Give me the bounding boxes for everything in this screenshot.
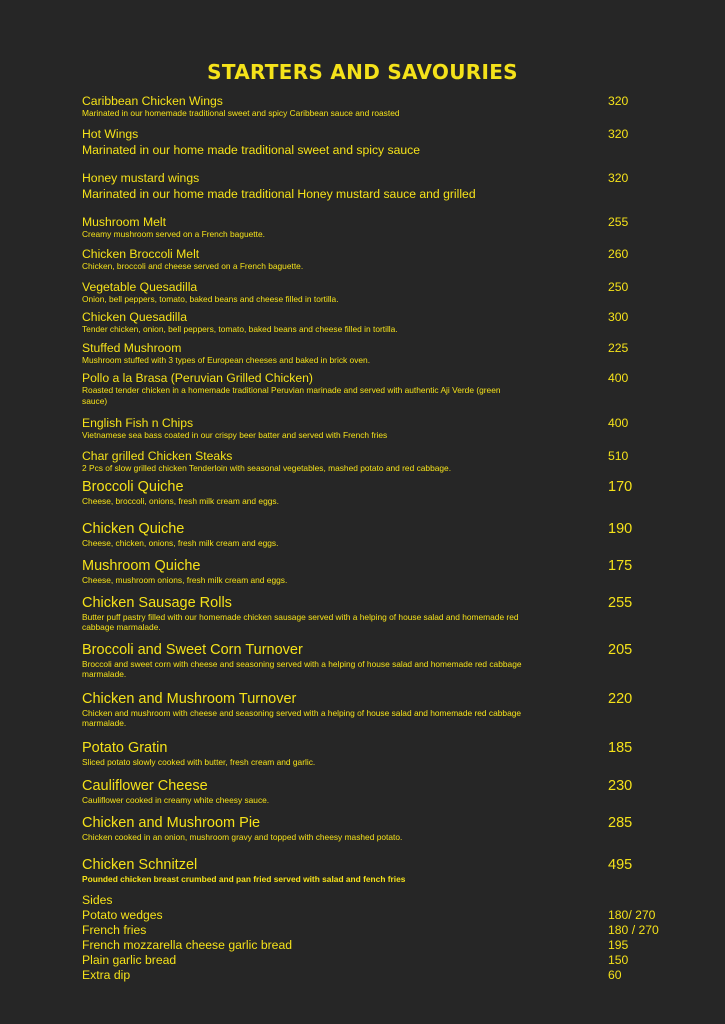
item-name: Stuffed Mushroom [82, 341, 182, 355]
item-name: Potato Gratin [82, 740, 168, 756]
menu-item [82, 521, 682, 548]
menu-item [82, 642, 682, 680]
item-description: Cheese, broccoli, onions, fresh milk cream and eggs. [82, 495, 279, 506]
side-item [82, 968, 682, 983]
menu-item [82, 341, 682, 366]
side-price: 150 [608, 953, 629, 967]
item-price: 320 [608, 94, 629, 108]
menu-item [82, 247, 682, 272]
side-price: 180 / 270 [608, 923, 659, 937]
item-description: 2 Pcs of slow grilled chicken Tenderloin with seasonal vegetables, mashed potato and red cabbage. [82, 463, 452, 474]
side-name: French fries [82, 923, 147, 937]
item-description: Marinated in our homemade traditional sweet and spicy Caribbean sauce and roasted [82, 108, 400, 119]
side-item [82, 938, 682, 953]
item-price: 220 [608, 691, 633, 707]
item-price: 170 [608, 479, 633, 495]
item-name: Mushroom Melt [82, 215, 166, 229]
item-description: Broccoli and sweet corn with cheese and seasoning served with a helping of house salad and homemade red cabbage marmalade. [82, 658, 522, 680]
menu-item [82, 171, 682, 202]
side-item [82, 923, 682, 938]
item-description: Sliced potato slowly cooked with butter, fresh cream and garlic. [82, 756, 316, 767]
item-price: 300 [608, 310, 629, 324]
sides-section [82, 893, 682, 983]
item-description: Marinated in our home made traditional Honey mustard sauce and grilled [82, 187, 476, 202]
side-item [82, 908, 682, 923]
menu-item [82, 857, 682, 884]
side-price: 180/ 270 [608, 908, 656, 922]
item-name: Chicken Quesadilla [82, 310, 188, 324]
item-price: 250 [608, 280, 629, 294]
item-name: Chicken Schnitzel [82, 857, 198, 873]
item-price: 510 [608, 449, 629, 463]
item-price: 400 [608, 416, 629, 430]
menu-item [82, 815, 682, 842]
item-price: 255 [608, 215, 629, 229]
item-description: Tender chicken, onion, bell peppers, tomato, baked beans and cheese filled in tortilla. [82, 324, 398, 335]
side-name: Extra dip [82, 968, 131, 982]
item-description: Chicken and mushroom with cheese and seasoning served with a helping of house salad and homemade red cabbage marmalade. [82, 707, 522, 729]
side-item [82, 953, 682, 968]
item-name: Chicken and Mushroom Turnover [82, 691, 297, 707]
item-price: 255 [608, 595, 633, 611]
item-description: Cheese, chicken, onions, fresh milk cream and eggs. [82, 537, 279, 548]
item-description: Chicken cooked in an onion, mushroom gravy and topped with cheesy mashed potato. [82, 831, 403, 842]
item-description: Mushroom stuffed with 3 types of European cheeses and baked in brick oven. [82, 355, 371, 366]
item-name: Mushroom Quiche [82, 558, 201, 574]
item-name: Chicken Quiche [82, 521, 185, 537]
menu-item [82, 691, 682, 729]
menu-item [82, 449, 682, 474]
item-name: English Fish n Chips [82, 416, 194, 430]
item-description: Marinated in our home made traditional sweet and spicy sauce [82, 143, 421, 158]
item-price: 225 [608, 341, 629, 355]
page-title: STARTERS AND SAVOURIES [207, 60, 518, 84]
item-name: Cauliflower Cheese [82, 778, 208, 794]
item-description: Cauliflower cooked in creamy white cheesy sauce. [82, 794, 270, 805]
item-description: Vietnamese sea bass coated in our crispy beer batter and served with French fries [82, 430, 388, 441]
item-price: 495 [608, 857, 633, 873]
item-price: 400 [608, 371, 629, 385]
item-name: Char grilled Chicken Steaks [82, 449, 233, 463]
item-price: 230 [608, 778, 633, 794]
item-price: 320 [608, 127, 629, 141]
item-price: 190 [608, 521, 633, 537]
menu-item [82, 416, 682, 441]
item-name: Broccoli Quiche [82, 479, 184, 495]
item-price: 205 [608, 642, 633, 658]
item-price: 185 [608, 740, 633, 756]
side-price: 195 [608, 938, 629, 952]
menu-item [82, 371, 682, 406]
item-price: 175 [608, 558, 633, 574]
item-name: Hot Wings [82, 127, 139, 141]
menu-item [82, 558, 682, 585]
menu-item [82, 280, 682, 305]
item-name: Vegetable Quesadilla [82, 280, 198, 294]
item-description: Butter puff pastry filled with our homemade chicken sausage served with a helping of house salad and homemade red cabbage marmalade. [82, 611, 519, 633]
item-name: Honey mustard wings [82, 171, 200, 185]
menu-item [82, 595, 682, 633]
side-price: 60 [608, 968, 622, 982]
item-price: 260 [608, 247, 629, 261]
item-name: Caribbean Chicken Wings [82, 94, 223, 108]
item-name: Chicken and Mushroom Pie [82, 815, 261, 831]
item-name: Chicken Sausage Rolls [82, 595, 232, 611]
item-description: Pounded chicken breast crumbed and pan fried served with salad and fench fries [82, 873, 406, 884]
item-description: Onion, bell peppers, tomato, baked beans and cheese filled in tortilla. [82, 294, 339, 305]
menu-item [82, 479, 682, 506]
side-name: Plain garlic bread [82, 953, 177, 967]
item-name: Pollo a la Brasa (Peruvian Grilled Chicken) [82, 371, 313, 385]
item-name: Broccoli and Sweet Corn Turnover [82, 642, 303, 658]
item-description: Roasted tender chicken in a homemade traditional Peruvian marinade and served with authentic Aji Verde (green sauce) [82, 385, 501, 406]
item-description: Chicken, broccoli and cheese served on a French baguette. [82, 261, 304, 272]
sides-heading: Sides [82, 893, 113, 907]
menu-item [82, 127, 682, 158]
menu-item [82, 215, 682, 240]
menu-item [82, 740, 682, 767]
menu-item [82, 94, 682, 119]
side-name: Potato wedges [82, 908, 163, 922]
menu-item [82, 778, 682, 805]
item-description: Cheese, mushroom onions, fresh milk cream and eggs. [82, 574, 288, 585]
item-name: Chicken Broccoli Melt [82, 247, 200, 261]
item-description: Creamy mushroom served on a French baguette. [82, 229, 265, 240]
menu-item [82, 310, 682, 335]
item-price: 320 [608, 171, 629, 185]
side-name: French mozzarella cheese garlic bread [82, 938, 292, 952]
item-price: 285 [608, 815, 633, 831]
